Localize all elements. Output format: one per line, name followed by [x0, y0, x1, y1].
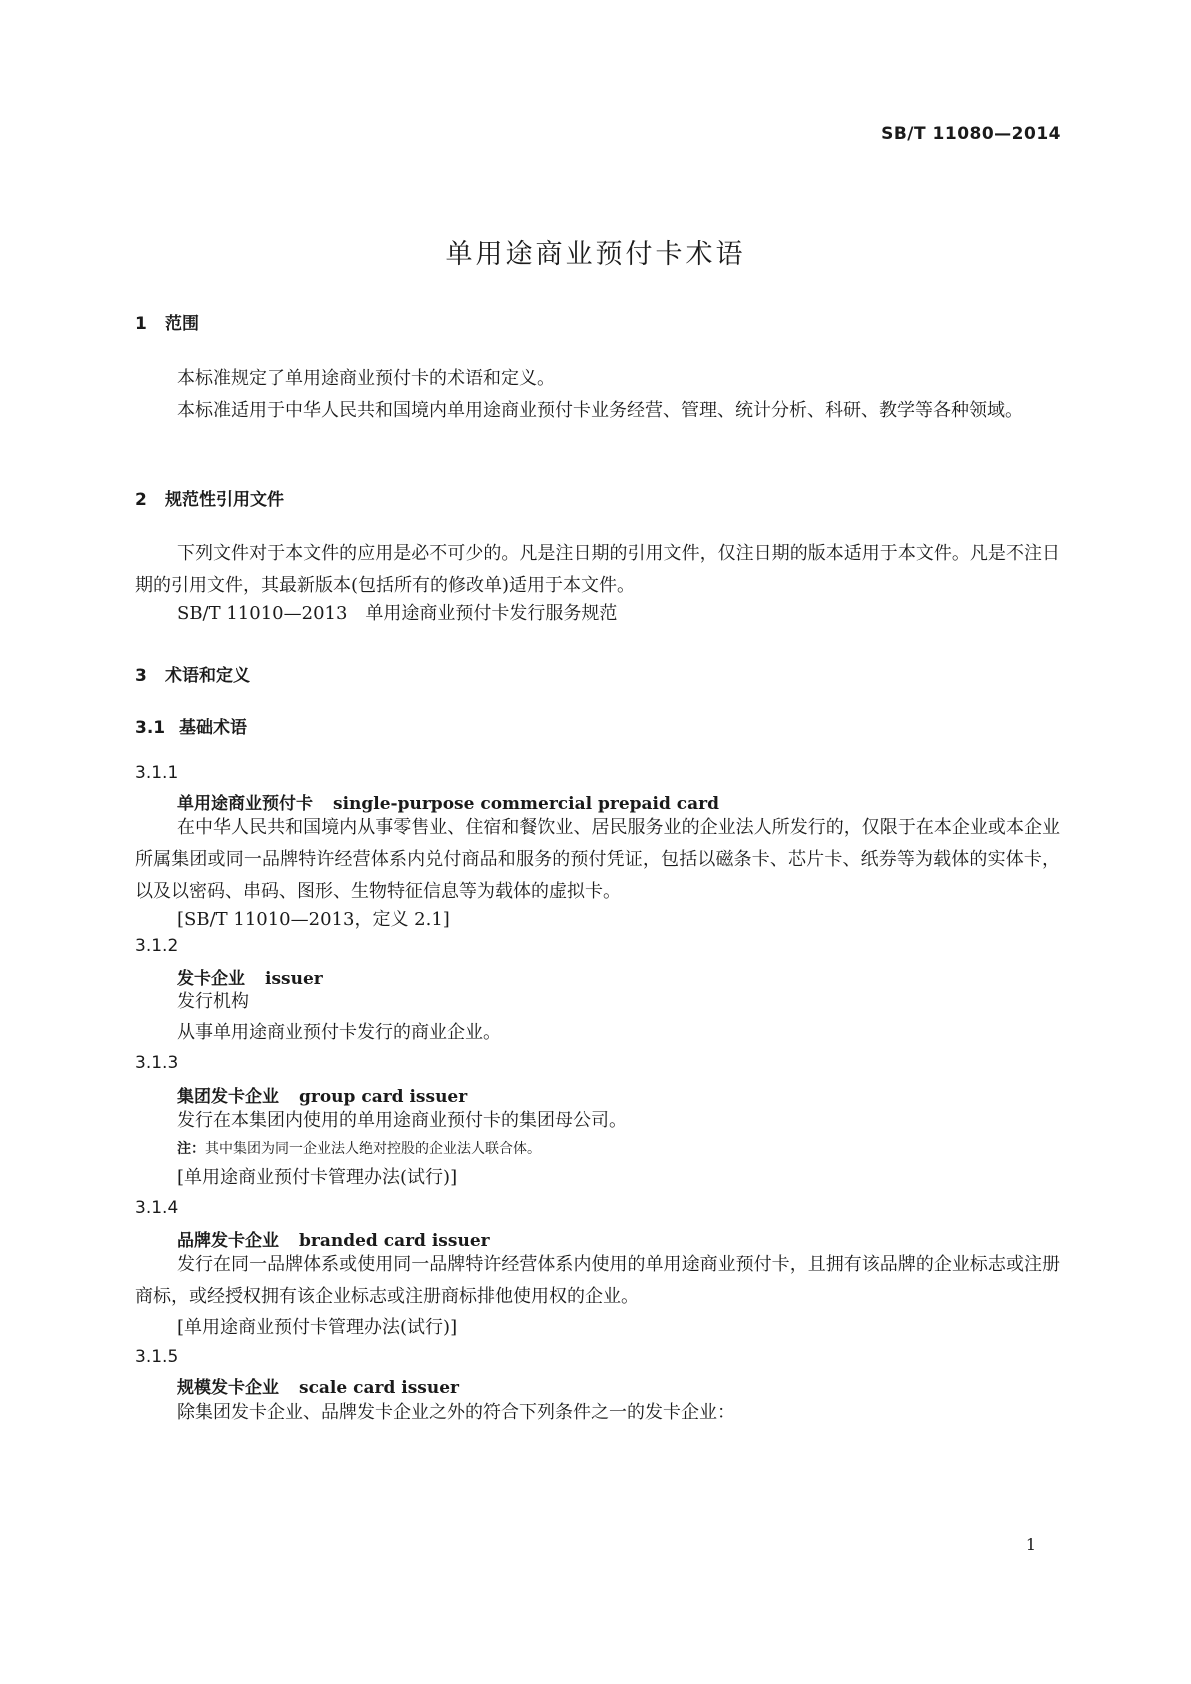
standard-code: SB/T 11080—2014 — [881, 124, 1061, 144]
note-text: 其中集团为同一企业法人绝对控股的企业法人联合体。 — [205, 1141, 541, 1157]
term-definition: 发行在同一品牌体系或使用同一品牌特许经营体系内使用的单用途商业预付卡，且拥有该品牌的企业标志或注册商标，或经授权拥有该企业标志或注册商标排他使用权的企业。 — [135, 1254, 1060, 1307]
term-en: branded card issuer — [299, 1231, 490, 1251]
document-title: 单用途商业预付卡术语 — [445, 239, 746, 270]
normative-reference: SB/T 11010—2013 单用途商业预付卡发行服务规范 — [177, 603, 618, 624]
term-number: 3.1.1 — [135, 763, 179, 783]
term-en: group card issuer — [299, 1087, 468, 1107]
section-title: 规范性引用文件 — [165, 490, 284, 510]
term-synonym: 发行机构 — [177, 991, 249, 1012]
term-heading — [135, 789, 719, 814]
term-source: [SB/T 11010—2013，定义 2.1] — [177, 909, 450, 930]
section-number: 1 — [135, 314, 147, 334]
section-number: 3 — [135, 666, 147, 686]
paragraph: 本标准适用于中华人民共和国境内单用途商业预付卡业务经营、管理、统计分析、科研、教学等各种领域。 — [177, 400, 1023, 421]
term-heading — [135, 1226, 490, 1251]
section-title: 范围 — [165, 314, 199, 334]
term-definition: 发行在本集团内使用的单用途商业预付卡的集团母公司。 — [177, 1110, 627, 1131]
term-number: 3.1.3 — [135, 1053, 179, 1073]
note-label: 注： — [177, 1141, 205, 1157]
term-en: issuer — [265, 969, 323, 989]
section-number: 3.1 — [135, 718, 166, 738]
term-zh: 集团发卡企业 — [177, 1087, 279, 1107]
paragraph: 本标准规定了单用途商业预付卡的术语和定义。 — [177, 368, 555, 389]
term-heading — [135, 1082, 467, 1107]
section-title: 术语和定义 — [165, 666, 250, 686]
section-1-heading — [135, 309, 199, 334]
term-zh: 品牌发卡企业 — [177, 1231, 279, 1251]
term-source: [单用途商业预付卡管理办法(试行)] — [177, 1167, 458, 1188]
section-title: 基础术语 — [179, 718, 247, 738]
term-number: 3.1.4 — [135, 1198, 179, 1218]
term-definition: 从事单用途商业预付卡发行的商业企业。 — [177, 1022, 501, 1043]
section-3-1-heading — [135, 713, 247, 738]
page-number: 1 — [1025, 1535, 1036, 1554]
term-zh: 规模发卡企业 — [177, 1378, 279, 1398]
term-number: 3.1.2 — [135, 936, 179, 956]
term-zh: 单用途商业预付卡 — [177, 794, 313, 814]
term-number: 3.1.5 — [135, 1347, 179, 1367]
term-heading — [135, 1373, 459, 1398]
term-definition: 除集团发卡企业、品牌发卡企业之外的符合下列条件之一的发卡企业： — [177, 1402, 735, 1423]
section-3-heading — [135, 661, 250, 686]
term-zh: 发卡企业 — [177, 969, 245, 989]
term-note — [135, 1138, 541, 1158]
section-2-heading — [135, 485, 284, 510]
section-number: 2 — [135, 490, 147, 510]
term-en: scale card issuer — [299, 1378, 459, 1398]
term-en: single-purpose commercial prepaid card — [333, 794, 720, 814]
paragraph: 下列文件对于本文件的应用是必不可少的。凡是注日期的引用文件，仅注日期的版本适用于本文件。凡是不注日期的引用文件，其最新版本(包括所有的修改单)适用于本文件。 — [135, 543, 1060, 596]
term-source: [单用途商业预付卡管理办法(试行)] — [177, 1317, 458, 1338]
term-definition: 在中华人民共和国境内从事零售业、住宿和餐饮业、居民服务业的企业法人所发行的，仅限于在本企业或本企业所属集团或同一品牌特许经营体系内兑付商品和服务的预付凭证，包括以磁条卡、芯片卡、纸券等为载体的实体卡，以及以密码、串码、图形、生物特征信息等为载体的虚拟卡。 — [135, 817, 1060, 902]
